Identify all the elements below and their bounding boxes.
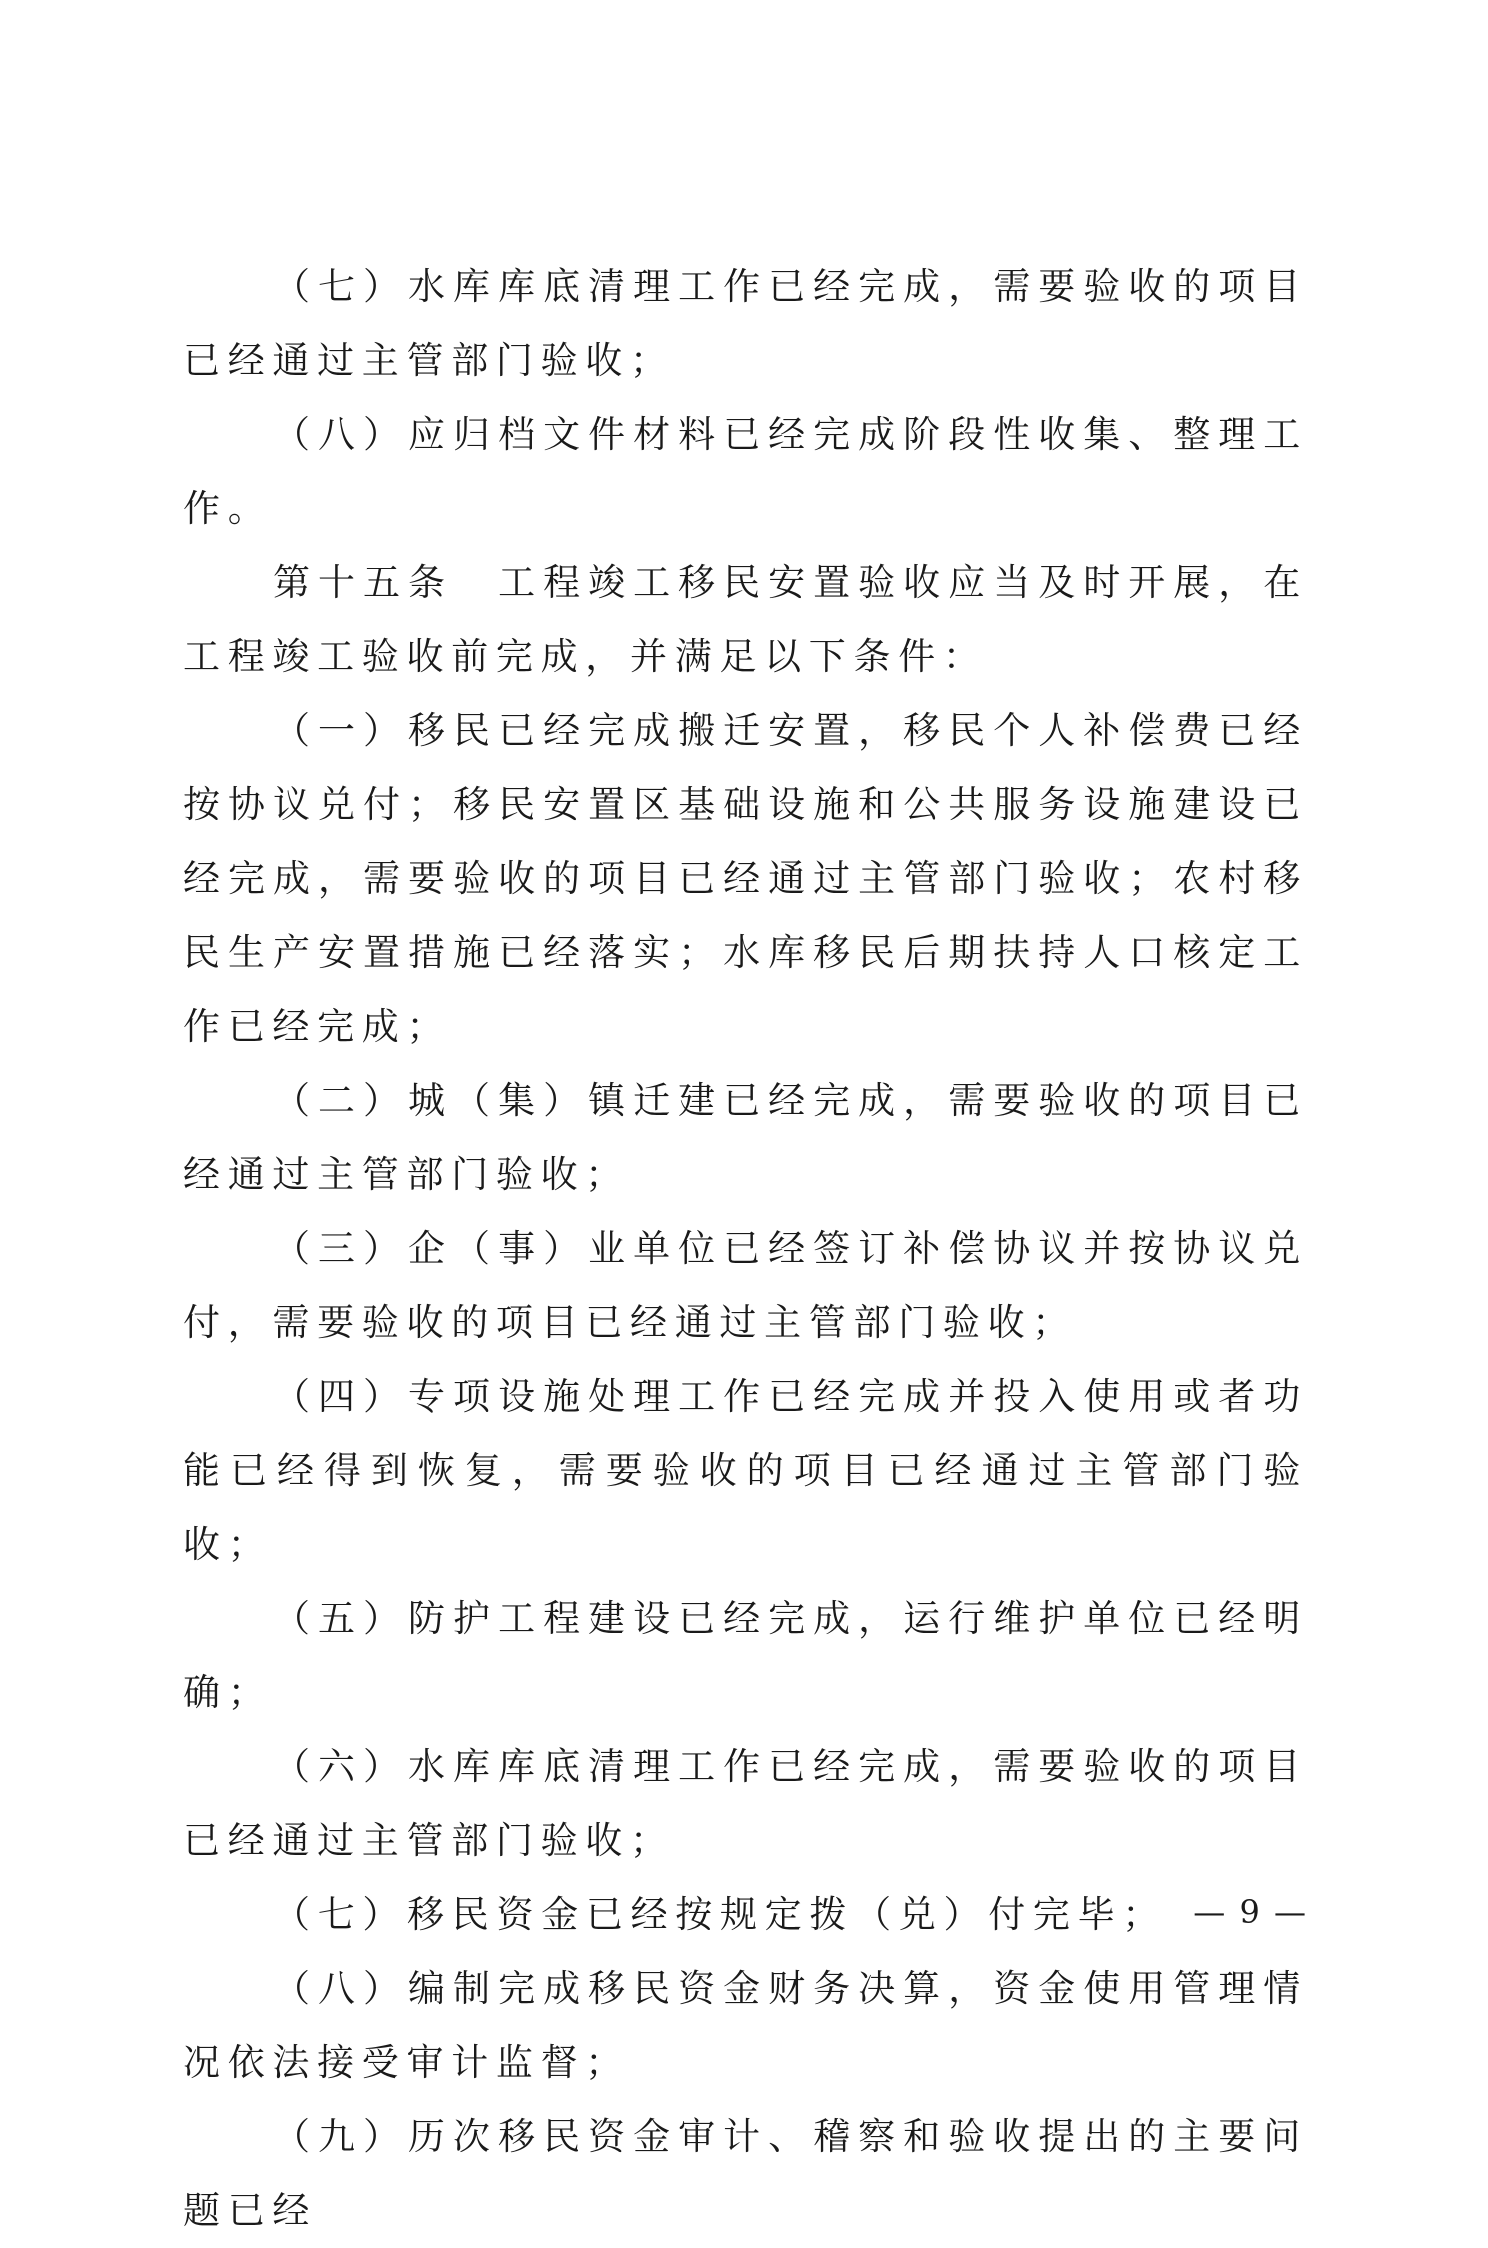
paragraph-item-3-enterprises: （三）企（事）业单位已经签订补偿协议并按协议兑付，需要验收的项目已经通过主管部门验收； [183,1227,1308,1344]
paragraph-clause-8-archives: （八）应归档文件材料已经完成阶段性收集、整理工作。 [183,413,1308,530]
page-number: — 9 — [1193,1893,1308,1931]
paragraph-item-4-special-facilities: （四）专项设施处理工作已经完成并投入使用或者功能已经得到恢复，需要验收的项目已经通过主管部门验收； [183,1375,1308,1566]
paragraph-item-9-audit-issues: （九）历次移民资金审计、稽察和验收提出的主要问题已经 [183,2115,1308,2232]
paragraph-item-8-financial-accounts: （八）编制完成移民资金财务决算，资金使用管理情况依法接受审计监督； [183,1967,1308,2084]
paragraph-item-7-funds-paid: （七）移民资金已经按规定拨（兑）付完毕； [273,1893,1167,1936]
paragraph-item-6-reservoir-cleanup: （六）水库库底清理工作已经完成，需要验收的项目已经通过主管部门验收； [183,1745,1308,1862]
paragraph-article-15: 第十五条 工程竣工移民安置验收应当及时开展，在工程竣工验收前完成，并满足以下条件： [183,561,1308,678]
paragraph-clause-7-reservoir-cleanup: （七）水库库底清理工作已经完成，需要验收的项目已经通过主管部门验收； [183,265,1308,382]
paragraph-item-1-relocation: （一）移民已经完成搬迁安置，移民个人补偿费已经按协议兑付；移民安置区基础设施和公共服务设施建设已经完成，需要验收的项目已经通过主管部门验收；农村移民生产安置措施已经落实；水库移民后期扶持人口核定工作已经完成； [183,709,1308,1048]
body-text [183,250,1308,2248]
paragraph-item-2-town-relocation: （二）城（集）镇迁建已经完成，需要验收的项目已经通过主管部门验收； [183,1079,1308,1196]
paragraph-item-5-protection-works: （五）防护工程建设已经完成，运行维护单位已经明确； [183,1597,1308,1714]
